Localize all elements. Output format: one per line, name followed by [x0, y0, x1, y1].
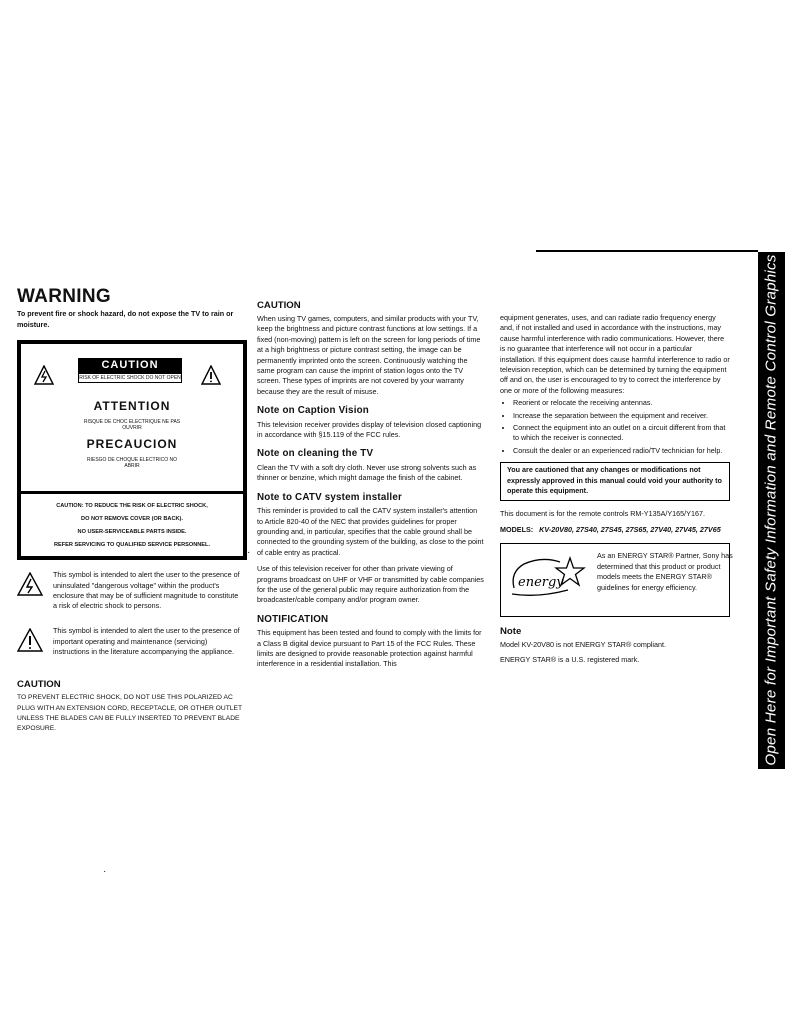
fcc-continued-text: equipment generates, uses, and can radiate radio frequency energy and, if not installed and used in accordance with the instructions, may cause harmful interference with radio communications. However, there is no guarantee that interference will not occur in a particular installation. If this equipment does cause harmful interference to radio or television reception, which can be determined by turning the equipment off and on, the user is encouraged to try to correct the interference by one or more of the following measures: — [500, 313, 730, 395]
symbol-explanation-voltage — [17, 570, 243, 620]
symbol1-text: This symbol is intended to alert the user to the presence of uninsulated "dangerous voltage" within the product's enclosure that may be of sufficient magnitude to constitute a risk of electric shock to persons. — [53, 570, 240, 611]
catv-text-2: Use of this television receiver for other than private viewing of programs broadcast on UHF or VHF or transmitted by cable companies for the use of the general public may require authorization from the broadcaster/cable company and/or program owner. — [257, 564, 484, 605]
precaucion-heading: PRECAUCION — [86, 437, 178, 452]
column-right — [500, 313, 733, 671]
svg-text:energy: energy — [518, 575, 564, 591]
catv-title: Note to CATV system installer — [257, 491, 402, 503]
caution-banner: CAUTION — [78, 358, 182, 373]
trademark-text: ENERGY STAR® is a U.S. registered mark. — [500, 654, 640, 664]
precaucion-sub: RIESGO DE CHOQUE ELECTRICO NO ABRIR — [86, 457, 177, 470]
note-text: Model KV-20V80 is not ENERGY STAR® compliant. — [500, 640, 667, 650]
exclamation-warning-icon — [201, 365, 221, 385]
margin-mark: · — [103, 866, 107, 877]
warning-text: To prevent fire or shock hazard, do not expose the TV to rain or moisture. — [17, 309, 234, 329]
caution-title: CAUTION — [17, 679, 61, 691]
symbol2-text: This symbol is intended to alert the user to the presence of important operating and maintenance (servicing) instructions in the literature accompanying the appliance. — [53, 626, 240, 657]
energy-star-text: As an ENERGY STAR® Partner, Sony has determined that this product or product models meets the ENERGY STAR® guidelines for energy efficiency. — [597, 551, 733, 592]
caption-vision-text: This television receiver provides display of television closed captioning in accordance with §15.119 of the FCC rules. — [257, 419, 482, 440]
cleaning-text: Clean the TV with a soft dry cloth. Never use strong solvents such as thinner or benzine, which might damage the finish of the cabinet. — [257, 462, 477, 483]
remote-control-text: This document is for the remote controls RM-Y135A/Y165/Y167. — [500, 508, 705, 518]
modification-notice-box: You are cautioned that any changes or modifications not expressly approved in this manual could void your authority to operate this equipment. — [500, 462, 730, 500]
attention-heading: ATTENTION — [93, 399, 171, 414]
caution-line: DO NOT REMOVE COVER (OR BACK). — [81, 516, 183, 523]
caution-title: CAUTION — [257, 300, 301, 311]
column-middle — [257, 299, 485, 676]
caution-line: NO USER-SERVICEABLE PARTS INSIDE. — [77, 529, 187, 536]
caption-vision-title: Note on Caption Vision — [257, 405, 369, 417]
models-value: KV-20V80, 27S40, 27S45, 27S65, 27V40, 27V45, 27V65 — [539, 524, 721, 534]
list-item: • Reorient or relocate the receiving antennas. — [513, 398, 730, 408]
caution-banner-sub: RISK OF ELECTRIC SHOCK DO NOT OPEN — [79, 375, 181, 382]
models-row — [500, 525, 730, 535]
exclamation-warning-icon — [17, 628, 43, 652]
notification-text: This equipment has been tested and found to comply with the limits for a Class B digital device pursuant to Part 15 of the FCC Rules. These limits are designed to provide reasonable protection against harmful interference in a residential installation. This — [257, 628, 482, 669]
list-item: • Increase the separation between the equipment and receiver. — [513, 411, 730, 421]
symbol-explanation-instructions — [17, 626, 243, 676]
notification-title: NOTIFICATION — [257, 613, 329, 625]
list-item: • Connect the equipment into an outlet on a circuit different from that to which the receiver is connected. — [513, 423, 730, 444]
margin-mark: · — [247, 547, 251, 558]
column-left — [17, 286, 243, 741]
energy-star-box — [500, 543, 733, 617]
caution-label-bottom — [21, 494, 243, 556]
models-label: MODELS: — [500, 524, 534, 534]
attention-sub: RISQUE DE CHOC ELECTRIQUE NE PAS OUVRIR — [83, 419, 181, 432]
warning-title: WARNING — [17, 286, 111, 307]
energy-star-logo-icon — [508, 554, 588, 599]
lightning-warning-icon — [34, 365, 54, 385]
caution-label-top — [21, 344, 243, 494]
measures-list — [500, 398, 730, 456]
caution-label — [17, 340, 247, 560]
caution-text: When using TV games, computers, and similar products with your TV, keep the brightness and picture contrast functions at low settings. If a fixed (non-moving) pattern is left on the screen for long periods of time at a high brightness or picture contrast setting, the image can be permanently imprinted onto the screen. Continuously watching the same program can cause the imprint of station logos onto the TV screen. These types of imprints are not covered by your warranty because they are the result of misuse. — [257, 314, 481, 396]
list-item: • Consult the dealer or an experienced radio/TV technician for help. — [513, 446, 730, 456]
caution-text: TO PREVENT ELECTRIC SHOCK, DO NOT USE THIS POLARIZED AC PLUG WITH AN EXTENSION CORD, RECEPTACLE, OR OTHER OUTLET UNLESS THE BLADES CAN BE FULLY INSERTED TO PREVENT BLADE EXPOSURE. — [17, 694, 242, 733]
lightning-warning-icon — [17, 572, 43, 596]
side-tab-text: Open Here for Important Safety Information and Remote Control Graphics — [762, 254, 780, 766]
top-rule — [536, 250, 758, 252]
caution-line: REFER SERVICING TO QUALIFIED SERVICE PERSONNEL. — [53, 542, 211, 549]
caution-line: CAUTION: TO REDUCE THE RISK OF ELECTRIC SHOCK, — [56, 503, 208, 510]
cleaning-title: Note on cleaning the TV — [257, 448, 374, 460]
catv-text-1: This reminder is provided to call the CATV system installer's attention to Article 820-40 of the NEC that provides guidelines for proper grounding and, in particular, specifies that the cable ground shall be connected to the grounding system of the building, as close to the point of cable entry as practical. — [257, 506, 484, 557]
note-title: Note — [500, 626, 522, 638]
